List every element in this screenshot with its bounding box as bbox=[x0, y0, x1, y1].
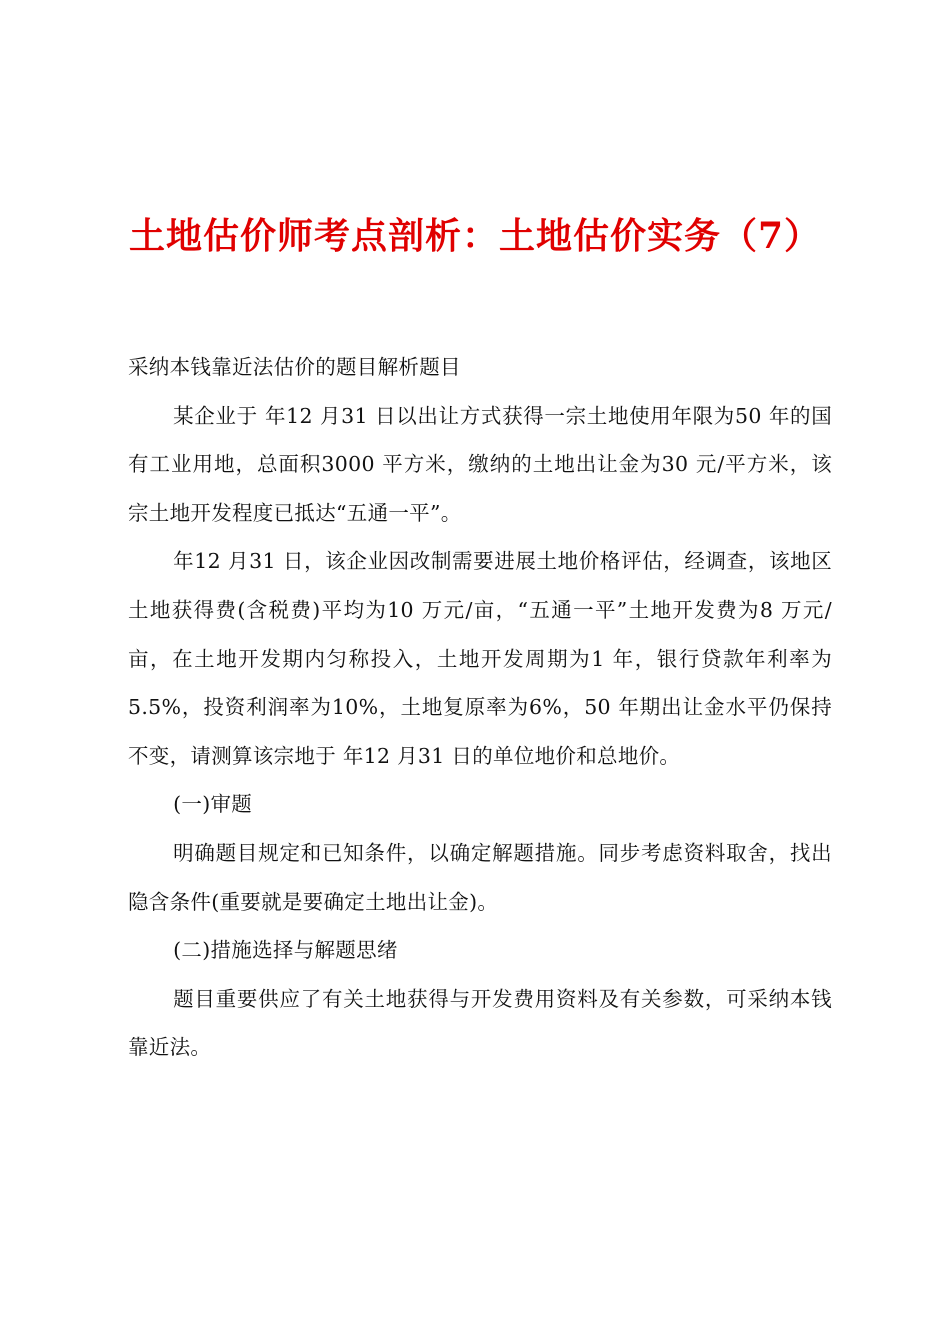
section-heading-1: (一)审题 bbox=[173, 792, 253, 817]
paragraph-section-1: 明确题目规定和已知条件，以确定解题措施。同步考虑资料取舍，找出隐含条件(重要就是要确定土地出让金)。 bbox=[128, 840, 832, 914]
paragraph-question-1: 某企业于 年12 月31 日以出让方式获得一宗土地使用年限为50 年的国有工业用地，总面积3000 平方米，缴纳的土地出让金为30 元/平方米，该宗土地开发程度已抵达“五通一平”。 bbox=[128, 403, 832, 525]
paragraph-heading: 采纳本钱靠近法估价的题目解析题目 bbox=[128, 355, 461, 379]
section-heading-2: (二)措施选择与解题思绪 bbox=[173, 938, 398, 963]
document-body bbox=[128, 343, 832, 1072]
paragraph-question-2: 年12 月31 日，该企业因改制需要进展土地价格评估，经调查，该地区土地获得费(含税费)平均为10 万元/亩，“五通一平”土地开发费为8 万元/亩，在土地开发期内匀称投入，土地开发周期为1 年，银行贷款年利率为5.5%，投资利润率为10%，土地复原率为6%，50 年期出让金水平仍保持不变，请测算该宗地于 年12 月31 日的单位地价和总地价。 bbox=[128, 549, 832, 768]
paragraph-section-2: 题目重要供应了有关土地获得与开发费用资料及有关参数，可采纳本钱靠近法。 bbox=[128, 986, 832, 1060]
document-title: 土地估价师考点剖析：土地估价实务（7） bbox=[128, 215, 822, 257]
